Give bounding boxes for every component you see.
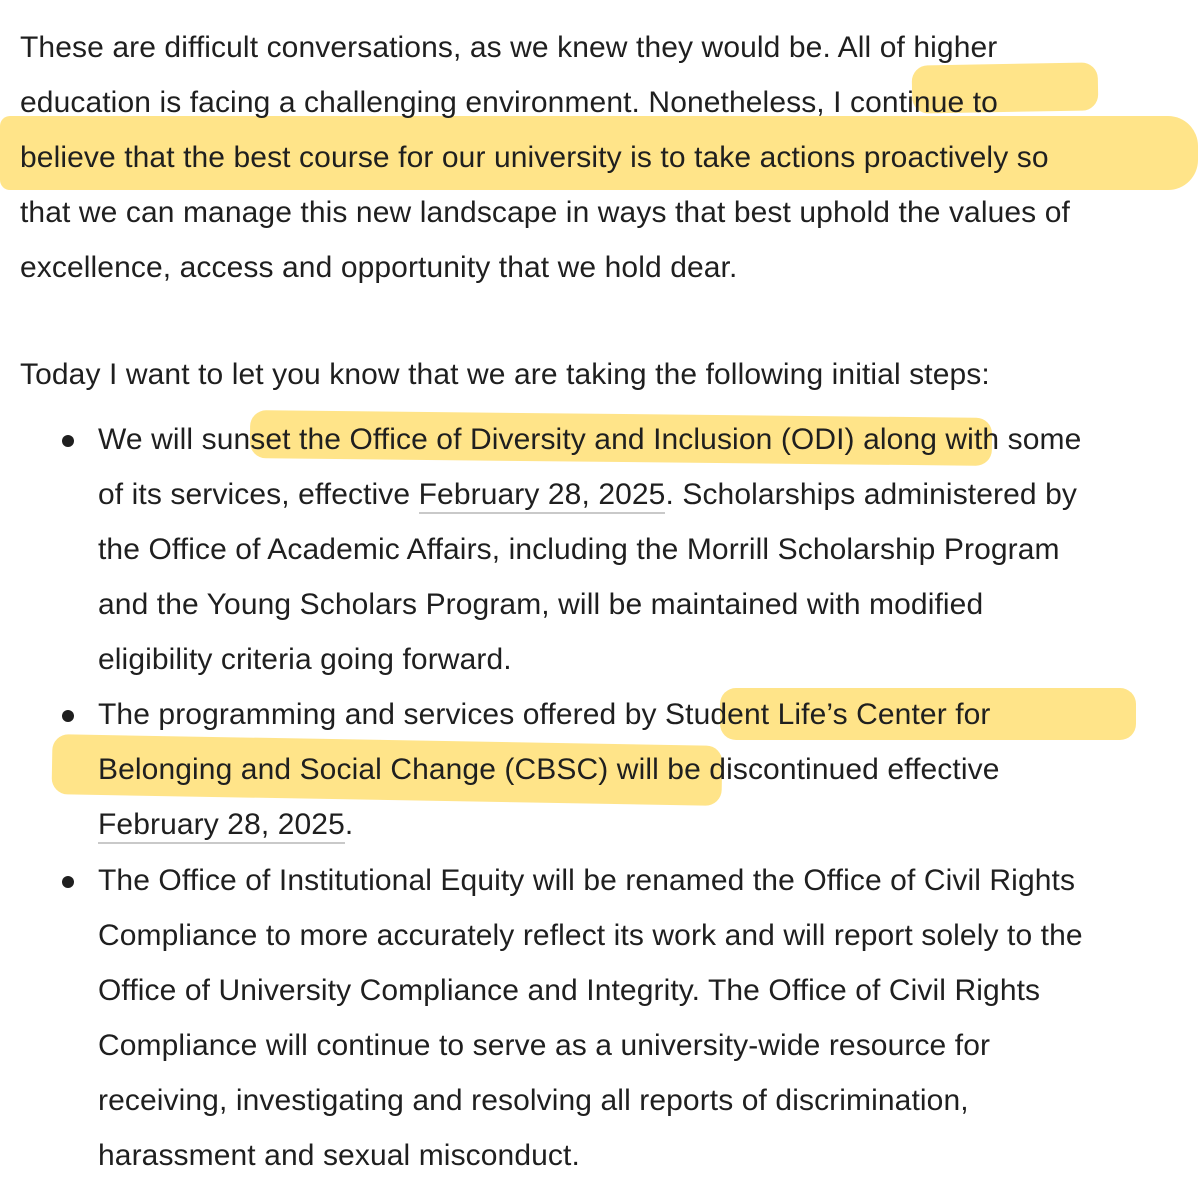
intro-line: Today I want to let you know that we are taking the following initial steps: — [20, 358, 990, 391]
bullet-dot — [62, 435, 74, 447]
paragraph-line: These are difficult conversations, as we knew they would be. All of higher — [20, 31, 998, 64]
date-link[interactable]: February 28, 2025 — [419, 478, 666, 514]
date-link[interactable]: February 28, 2025 — [98, 808, 345, 844]
list-item-line — [98, 478, 1077, 512]
bullet-dot — [62, 876, 74, 888]
list-item-text: of its services, effective — [98, 478, 419, 511]
bullet-dot — [62, 710, 74, 722]
list-item-line: harassment and sexual misconduct. — [98, 1139, 580, 1172]
paragraph-line: believe that the best course for our university is to take actions proactively so — [20, 141, 1049, 174]
list-item-line: receiving, investigating and resolving all reports of discrimination, — [98, 1084, 969, 1117]
list-item-line: We will sunset the Office of Diversity and Inclusion (ODI) along with some — [98, 423, 1082, 456]
list-item-line: Compliance to more accurately reflect its work and will report solely to the — [98, 919, 1083, 952]
list-item-text: . — [344, 808, 354, 841]
list-item-line: eligibility criteria going forward. — [98, 643, 512, 676]
list-item-line: Belonging and Social Change (CBSC) will be discontinued effective — [98, 753, 1000, 786]
list-item-line: The Office of Institutional Equity will be renamed the Office of Civil Rights — [98, 864, 1076, 897]
list-item-line: Compliance will continue to serve as a university-wide resource for — [98, 1029, 991, 1062]
list-item-line: the Office of Academic Affairs, including the Morrill Scholarship Program — [98, 533, 1060, 566]
list-item-line: and the Young Scholars Program, will be maintained with modified — [98, 588, 984, 621]
paragraph-line: that we can manage this new landscape in ways that best uphold the values of — [20, 196, 1070, 229]
paragraph-line: education is facing a challenging environment. Nonetheless, I continue to — [20, 86, 998, 119]
list-item-line — [98, 808, 353, 842]
list-item-line: The programming and services offered by Student Life’s Center for — [98, 698, 991, 731]
paragraph-line: excellence, access and opportunity that we hold dear. — [20, 251, 738, 284]
list-item-line: Office of University Compliance and Integrity. The Office of Civil Rights — [98, 974, 1041, 1007]
list-item-text: . Scholarships administered by — [665, 478, 1077, 511]
